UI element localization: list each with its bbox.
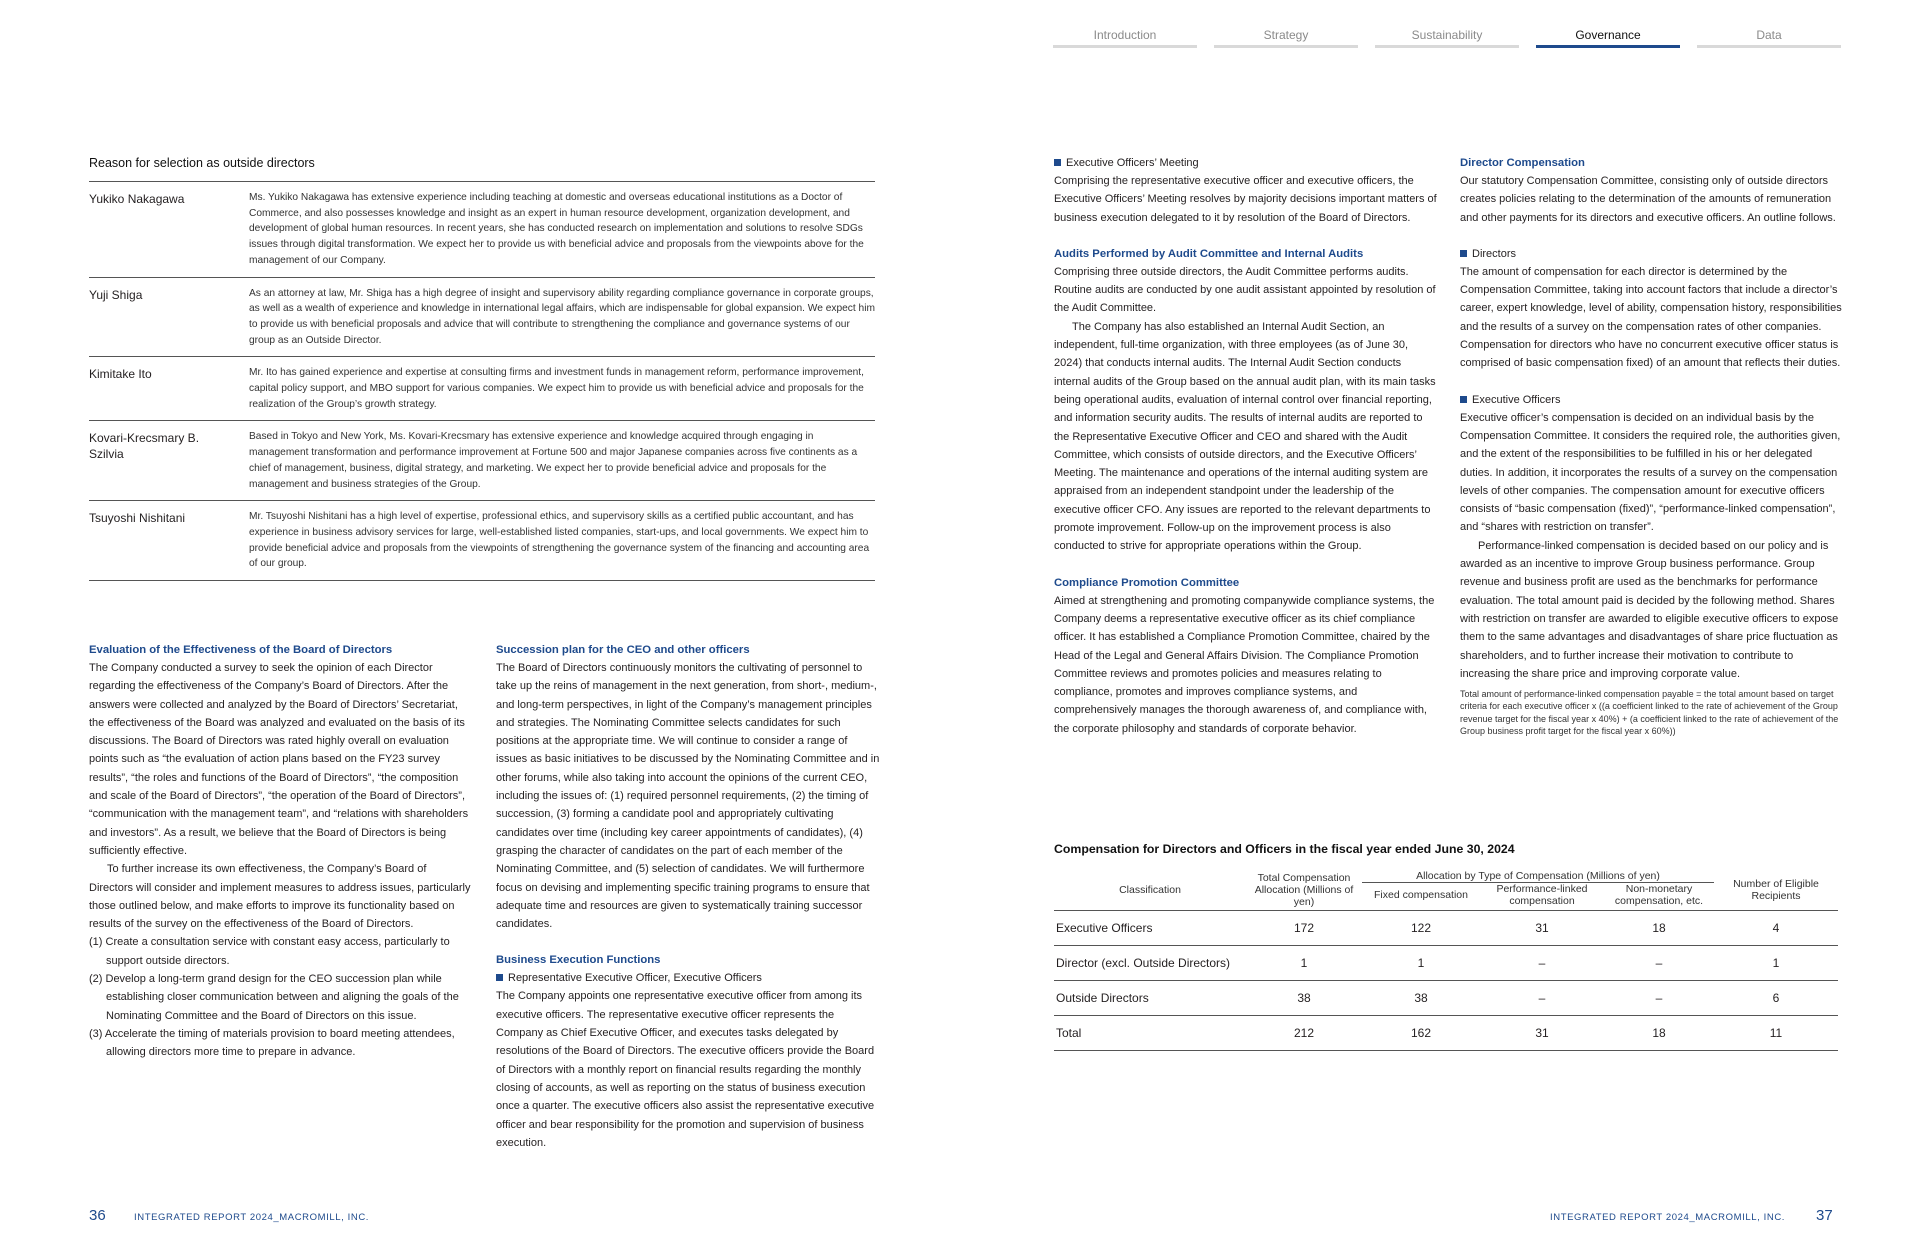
cell-nonmonetary: 18	[1604, 1016, 1714, 1051]
page-number-left: 36	[89, 1207, 106, 1224]
cell-performance: –	[1480, 946, 1604, 981]
audits-paragraph-1: Comprising three outside directors, the Audit Committee performs audits. Routine audits are conducted by one audit assistant appointed by resolution of the Audit Committee.	[1054, 265, 1436, 315]
evaluation-paragraph-1: The Company conducted a survey to seek the opinion of each Director regarding the effectiveness of the Company’s Board of Directors. After the answers were collected and analyzed by the Board of Directors’ Secretariat, the effectiveness of the Board was analyzed and evaluated on the basis of its discussions. The Board of Directors was rated highly overall on evaluation points such as “the evaluation of action plans based on the FY23 survey results”, “the roles and functions of the Board of Directors”, “the composition and scale of the Board of Directors”, “the operation of the Board of Directors”, “communication with the management team”, and “relations with shareholders and investors”. As a result, we believe that the Board of Directors is being sufficiently effective.	[89, 662, 469, 857]
table-row	[1054, 911, 1838, 946]
square-bullet-icon	[1054, 159, 1061, 166]
col-header-nonmonetary: Non-monetary compensation, etc.	[1604, 883, 1714, 911]
cell-classification: Executive Officers	[1054, 911, 1246, 946]
cell-recipients: 4	[1714, 911, 1838, 946]
exec-officers-subhead: Executive Officers	[1460, 391, 1844, 409]
cell-fixed: 1	[1362, 946, 1480, 981]
evaluation-heading: Evaluation of the Effectiveness of the Board of Directors	[89, 644, 393, 656]
outside-directors-title: Reason for selection as outside directors	[89, 156, 315, 170]
business-execution-heading: Business Execution Functions	[496, 954, 661, 967]
evaluation-paragraph-2: To further increase its own effectiveness, the Company’s Board of Directors will consider and implement measures to address issues, particularly those outlined below, and make efforts to improve its functionality based on results of the survey on the effectiveness of the Board of Directors.	[89, 863, 471, 931]
col-header-recipients: Number of Eligible Recipients	[1714, 868, 1838, 911]
tab-sustainability[interactable]: Sustainability	[1375, 28, 1519, 48]
table-row	[89, 278, 875, 358]
cell-total: 212	[1246, 1016, 1362, 1051]
cell-nonmonetary: –	[1604, 946, 1714, 981]
square-bullet-icon	[1460, 250, 1467, 257]
directors-subhead: Directors	[1460, 245, 1844, 263]
directors-paragraph: The amount of compensation for each director is determined by the Compensation Committee, taking into account factors that include a director’s career, expert knowledge, level of ability, compensation history, responsibilities and the results of a survey on the compensation rates of other companies. Compensation for directors who have no concurrent executive officer status is comprised of basic compensation fixed) of an amount that reflects their duties.	[1460, 265, 1842, 370]
cell-total: 1	[1246, 946, 1362, 981]
table-row	[89, 182, 875, 278]
compliance-heading: Compliance Promotion Committee	[1054, 576, 1240, 589]
exec-officers-paragraph-2: Performance-linked compensation is decided based on our policy and is awarded as an incentive to improve Group business performance. Group revenue and business profit are used as the benchmarks for performance evaluation. The total amount paid is decided by the following method. Shares with restriction on transfer are awarded to eligible executive officers to expose them to the same advantages and disadvantages of share price fluctuation as shareholders, and to further increase their motivation to contribute to increasing the share price and improving corporate value.	[1460, 539, 1839, 680]
cell-total: 38	[1246, 981, 1362, 1016]
cell-classification: Total	[1054, 1016, 1246, 1051]
col-header-allocation-group: Allocation by Type of Compensation (Millions of yen)	[1362, 868, 1714, 883]
tab-strategy[interactable]: Strategy	[1214, 28, 1358, 48]
director-comp-heading: Director Compensation	[1460, 157, 1585, 169]
director-comp-paragraph: Our statutory Compensation Committee, consisting only of outside directors creates policies relating to the determination of the amounts of remuneration and other payments for its directors and executive officers. An outline follows.	[1460, 175, 1836, 224]
outside-directors-table	[89, 181, 875, 581]
tab-governance[interactable]: Governance	[1536, 28, 1680, 48]
exec-officers-paragraph-1: Executive officer’s compensation is decided on an individual basis by the Compensation Committee. It considers the required role, the authorities given, and the extent of the responsibilities to be fulfilled in his or her delegated duties. In addition, it incorporates the results of a survey on the compensation levels of other companies. The compensation amount for executive officers consists of “basic compensation (fixed)”, “performance-linked compensation”, and “shares with restriction on transfer”.	[1460, 411, 1841, 534]
succession-section	[496, 641, 880, 1152]
list-item: (1) Create a consultation service with constant easy access, particularly to support outside directors.	[89, 936, 450, 967]
director-name: Kimitake Ito	[89, 367, 152, 382]
col-header-performance: Performance-linked compensation	[1480, 883, 1604, 911]
table-row	[1054, 981, 1838, 1016]
director-compensation-section	[1460, 154, 1844, 737]
cell-recipients: 1	[1714, 946, 1838, 981]
cell-fixed: 162	[1362, 1016, 1480, 1051]
business-execution-subhead: Representative Executive Officer, Executive Officers	[496, 969, 880, 987]
table-row	[89, 421, 875, 501]
page-number-right: 37	[1816, 1207, 1833, 1224]
square-bullet-icon	[1460, 396, 1467, 403]
compensation-formula-note: Total amount of performance-linked compensation payable = the total amount based on target criteria for each executive officer x ((a coefficient linked to the rate of achievement of the Group revenue target for the fiscal year x 40%) + (a coefficient linked to the rate of achievement of the Group business profit target for the fiscal year x 60%))	[1460, 689, 1839, 737]
governance-right-col-1	[1054, 154, 1438, 738]
cell-recipients: 11	[1714, 1016, 1838, 1051]
footer-text-right: INTEGRATED REPORT 2024_MACROMILL, INC.	[1550, 1212, 1786, 1223]
cell-classification: Outside Directors	[1054, 981, 1246, 1016]
cell-fixed: 38	[1362, 981, 1480, 1016]
tab-data[interactable]: Data	[1697, 28, 1841, 48]
director-reason: As an attorney at law, Mr. Shiga has a high degree of insight and supervisory ability regarding compliance governance in corporate groups, as well as a wealth of experience and knowledge in international legal affairs, which are indispensable for global expansion. We expect him to provide us with beneficial proposals and advice that will contribute to strengthening the compliance and governance systems of our group as an Outside Director.	[249, 287, 875, 346]
col-header-classification: Classification	[1054, 868, 1246, 911]
col-header-fixed: Fixed compensation	[1362, 883, 1480, 911]
table-row	[1054, 946, 1838, 981]
exec-meeting-paragraph: Comprising the representative executive officer and executive officers, the Executive Officers’ Meeting resolves by majority decisions important matters of business execution delegated to it by resolution of the Board of Directors.	[1054, 175, 1437, 224]
director-name: Kovari-Krecsmary B. Szilvia	[89, 431, 200, 462]
audits-paragraph-2: The Company has also established an Internal Audit Section, an independent, full-time organization, with three employees (as of June 30, 2024) that conducts internal audits. The Internal Audit Section conducts internal audits of the Group based on the annual audit plan, with its main tasks being operational audits, evaluation of internal control over financial reporting, and information security audits. The results of internal audits are reported to the Representative Executive Officer and CEO and shared with the Audit Committee, which consists of outside directors, and the Executive Officers’ Meeting. The maintenance and operations of the internal auditing system are appraised from an independent standpoint under the leadership of the executive officer CFO. Any issues are reported to the relevant departments to promote improvement. Follow-up on the improvement process is also conducted to strive for appropriate operations within the Group.	[1054, 320, 1436, 553]
succession-paragraph: The Board of Directors continuously monitors the cultivating of personnel to take up the reins of management in the next generation, from short-, medium-, and long-term perspectives, in light of the Company’s management principles and strategies. The Nominating Committee selects candidates for such positions at the appropriate time. We will continue to consider a range of issues as basic initiatives to be discussed by the Nominating Committee and in other forums, while also taking into account the opinions of the current CEO, including the issues of: (1) required personnel requirements, (2) the timing of succession, (3) forming a candidate pool and appropriately cultivating candidates over time (including key career appointments of candidates), (4) grasping the character of candidates on the part of each member of the Nominating Committee, and (5) selection of candidates. We will furthermore focus on devising and implementing specific training programs to ensure that adequate time and resources are given to systematically training successor candidates.	[496, 662, 880, 931]
director-name: Yuji Shiga	[89, 287, 143, 302]
table-row	[89, 501, 875, 581]
cell-classification: Director (excl. Outside Directors)	[1054, 946, 1246, 981]
evaluation-section	[89, 641, 473, 1062]
business-execution-paragraph: The Company appoints one representative executive officer from among its executive officers. The representative executive officer represents the Company as Chief Executive Officer, and executes tasks delegated by resolutions of the Board of Directors. The executive officers provide the Board of Directors with a monthly report on financial results regarding the monthly closing of accounts, as well as reporting on the status of business execution once a quarter. The executive officers also assist the representative executive officer and bear responsibility for the promotion and supervision of business execution.	[496, 990, 875, 1149]
cell-nonmonetary: 18	[1604, 911, 1714, 946]
cell-performance: 31	[1480, 911, 1604, 946]
square-bullet-icon	[496, 974, 503, 981]
section-nav	[1053, 28, 1841, 48]
director-name: Tsuyoshi Nishitani	[89, 511, 186, 526]
cell-nonmonetary: –	[1604, 981, 1714, 1016]
compliance-paragraph: Aimed at strengthening and promoting companywide compliance systems, the Company deems a representative executive officer as its chief compliance officer. It has established a Compliance Promotion Committee, chaired by the Head of the Legal and General Affairs Division. The Compliance Promotion Committee reviews and promotes policies and measures relating to compliance, promotes and improves compliance systems, and comprehensively manages the thorough awareness of, and compliance with, the corporate philosophy and standards of corporate behavior.	[1054, 594, 1435, 735]
compensation-table	[1054, 868, 1838, 1051]
footer-text-left: INTEGRATED REPORT 2024_MACROMILL, INC.	[134, 1212, 370, 1223]
list-item: (2) Develop a long-term grand design for the CEO succession plan while establishing closer communication between and aligning the goals of the Nominating Committee and the Board of Directors on this issue.	[89, 973, 459, 1022]
exec-meeting-subhead: Executive Officers’ Meeting	[1054, 154, 1438, 172]
director-reason: Based in Tokyo and New York, Ms. Kovari-Krecsmary has extensive experience and knowledge acquired through engaging in management transformation and performance improvement at Fortune 500 and major Japanese companies across five continents as a chief of management, business, digital strategy, and marketing. We expect her to provide beneficial advice and proposals for the management and business strategies of the Group.	[249, 431, 858, 490]
director-reason: Mr. Ito has gained experience and expertise at consulting firms and investment funds in management reform, performance improvement, capital policy support, and MBO support for various companies. We expect him to provide us with beneficial advice and proposals for the realization of the Group’s growth strategy.	[249, 367, 864, 410]
audits-heading: Audits Performed by Audit Committee and Internal Audits	[1054, 247, 1364, 260]
cell-recipients: 6	[1714, 981, 1838, 1016]
director-reason: Ms. Yukiko Nakagawa has extensive experience including teaching at domestic and overseas educational institutions as a Doctor of Commerce, and also possesses knowledge and insight as an expert in human resource development, organization development, and development of global human resources. In recent years, she has conducted research on implementation and solutions to resolve SDGs issues through digital transformation. We expect her to provide us with beneficial advice and proposals from the viewpoints above for the management of our Company.	[249, 192, 864, 266]
director-reason: Mr. Tsuyoshi Nishitani has a high level of expertise, professional ethics, and supervisory skills as a certified public accountant, and has experience in business advisory services for large, well-established listed companies, start-ups, and local governments. We expect him to provide beneficial advice and proposals from the viewpoints of strengthening the governance system of the financing and accounting area of our group.	[249, 511, 870, 570]
succession-heading: Succession plan for the CEO and other officers	[496, 644, 750, 656]
cell-fixed: 122	[1362, 911, 1480, 946]
cell-performance: 31	[1480, 1016, 1604, 1051]
list-item: (3) Accelerate the timing of materials provision to board meeting attendees, allowing directors more time to prepare in advance.	[89, 1027, 455, 1059]
table-row	[89, 357, 875, 421]
table-row	[1054, 1016, 1838, 1051]
col-header-total: Total Compensation Allocation (Millions of yen)	[1246, 868, 1362, 911]
cell-total: 172	[1246, 911, 1362, 946]
cell-performance: –	[1480, 981, 1604, 1016]
compensation-table-title: Compensation for Directors and Officers in the fiscal year ended June 30, 2024	[1054, 842, 1515, 856]
director-name: Yukiko Nakagawa	[89, 192, 185, 206]
tab-introduction[interactable]: Introduction	[1053, 28, 1197, 48]
